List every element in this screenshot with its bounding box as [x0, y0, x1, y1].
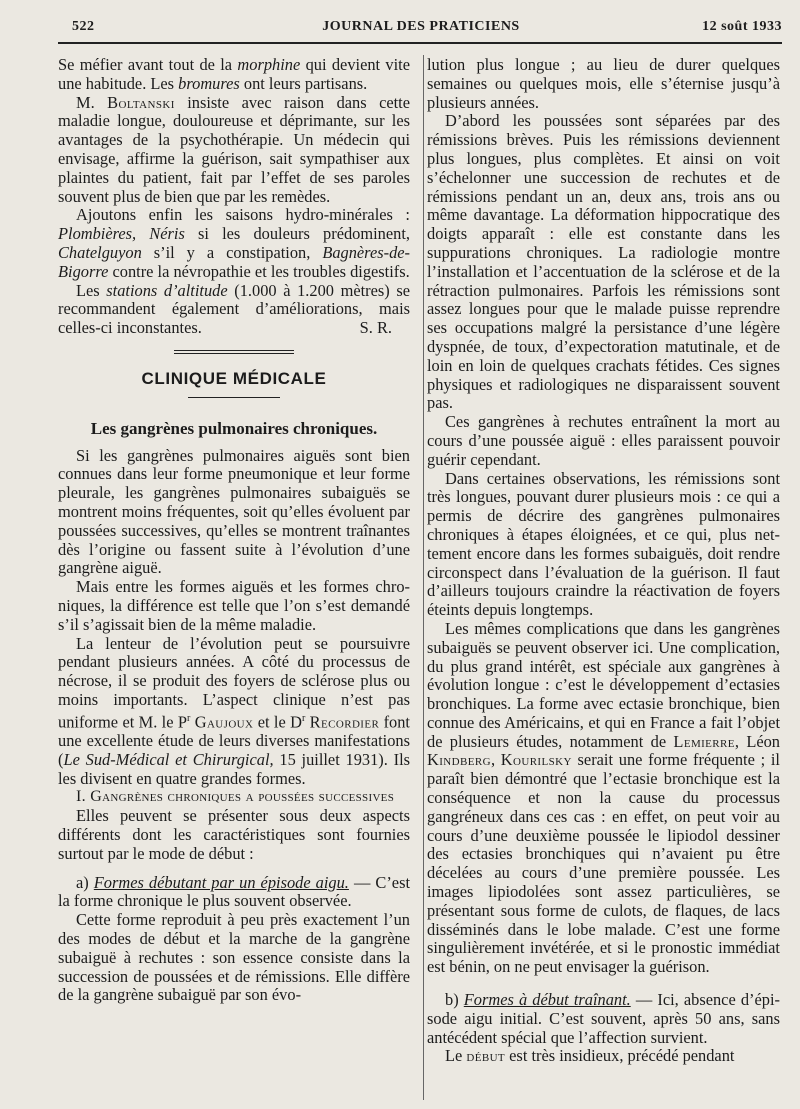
paragraph	[58, 635, 410, 789]
article-title: Les gangrènes pulmonaires chroniques.	[90, 418, 378, 438]
text-run: Se méfier avant tout de la	[58, 55, 238, 74]
text-run: Ajoutons enfin les saisons hydro-minérales :	[76, 205, 410, 225]
author-name: Kourilsky	[500, 750, 572, 770]
right-column	[427, 56, 780, 1066]
section-title: CLINIQUE MÉDICALE	[141, 368, 327, 388]
superscript: r	[187, 712, 191, 724]
text-run: a)	[76, 872, 94, 892]
text-run: Cette forme reproduit à peu près exactement l’un des modes de début et la marche de la gangrène subaiguë à rechutes : son essence consiste dans la succession de poussées et de rémissions. Elle diffère de la gangrène subaiguë par son évo-	[58, 910, 410, 1005]
text-run: 15 juillet 1931). Ils les divisent en quatre grandes formes.	[58, 749, 411, 788]
text-run: contre la névropathie et les troubles digestifs.	[108, 261, 410, 281]
text-run: qui devient vite une habitude. Les	[58, 55, 410, 93]
text-run: M.	[76, 92, 108, 112]
paragraph	[58, 447, 410, 579]
running-header	[60, 19, 782, 41]
text-run: ,	[490, 750, 501, 770]
paragraph	[58, 206, 410, 281]
text-run: La lenteur de l’évolution peut se poursuivre pendant plusieurs années. A côté du processus de nécrose, il se produit des foyers de sclérose plus ou moins importants. L’aspect clinique n’est pas uniforme et M. le P	[58, 633, 410, 732]
italic-run: bromures	[178, 73, 240, 93]
paragraph	[58, 874, 410, 912]
author-name: début	[466, 1046, 506, 1066]
text-run: insiste avec raison dans cette maladie longue, douloureuse et déprimante, sur les avantages de la psychothérapie. Un médecin qui envisage, affirme la guérison, sait sympathiser aux plaintes du patient, fait par l’effet de ses paroles souvent plus de bien que par les remèdes.	[58, 92, 410, 206]
text-run: D’abord les poussées sont séparées par des rémissions brèves. Puis les rémissions deviennent plus longues, plus complètes. Et ainsi on voit s’échelonner une succession de rechutes et de rémissions pendant un an, deux ans, trois ans ou même davantage. La déformation hippocratique des doigts apparaît : elle est constante dans les suppurations chroniques. La radiologie montre l’installation et l’accentuation de la sclérose et de la rétraction pulmonaires. Parfois les rémissions sont assez longues pour que le malade puisse reprendre ses occupations malgré la persistance d’une légère dyspnée, de toux, d’expectoration matutinale, et de loin en loin de quelques crachats fétides. Ces signes physiques et radiologiques ne disparaissent souvent pas.	[427, 111, 780, 413]
text-run: Si les gangrènes pulmonaires aiguës sont bien connues dans leur forme pneumonique et leur forme pleurale, les gangrènes pulmonaires subaiguës se montrent moins fréquentes, soit qu’elles évoluent par poussées successives, qu’elles se montrent traînantes dès l’origine ou fassent suite à l’évolution d’une gangrène aiguë.	[58, 445, 410, 578]
text-run: et le D	[253, 712, 302, 732]
text-run: b)	[445, 990, 464, 1010]
text-run: font une excellente étude de leurs diverses manifestations (	[58, 712, 410, 769]
paragraph	[427, 991, 780, 1047]
paragraph	[427, 413, 780, 469]
italic-run: Plombières, Néris	[58, 224, 185, 244]
signature: S. R.	[359, 318, 392, 338]
text-run: Elles peuvent se présenter sous deux aspects différents dont les caractéristiques sont fournies surtout par le mode de début :	[58, 806, 410, 863]
paragraph	[427, 1047, 780, 1066]
italic-run: Le Sud-Médical et Chirurgical,	[63, 749, 274, 769]
italic-run: Chatelguyon	[58, 242, 142, 262]
header-rule	[58, 42, 782, 44]
italic-run: morphine	[237, 55, 301, 74]
text-run: (1.000 à 1.200 mètres) se recommandent également d’améliorations, mais celles-ci inconstantes.	[58, 280, 410, 338]
italic-run: Bagnères-de-Bigorre	[58, 242, 410, 281]
paragraph	[58, 911, 410, 1005]
superscript: r	[301, 712, 306, 724]
author-name: Recordier	[309, 712, 380, 732]
journal-title: JOURNAL DES PRATICIENS	[322, 19, 520, 34]
text-run: Ces gangrènes à rechutes entraînent la mort au cours d’une poussée aiguë : elles paraissent pouvoir guérir cependant.	[427, 412, 780, 469]
page-number: 522	[72, 19, 95, 34]
paragraph	[58, 807, 410, 863]
issue-date: 12 soût 1933	[702, 19, 782, 34]
author-name: Kindberg	[427, 750, 491, 770]
paragraph	[427, 470, 780, 620]
section-title-underline	[188, 397, 280, 398]
subsection-heading: I. Gangrènes chroniques a poussées successives	[76, 788, 395, 806]
form-heading: Formes à début traînant.	[463, 990, 631, 1010]
text-run: Mais entre les formes aiguës et les formes chroniques, la différence est telle que l’on s’est demandé s’il s’agissait bien de la même maladie.	[58, 577, 410, 634]
author-name: Lemierre	[673, 731, 735, 751]
text-run: s’il y a constipation,	[141, 242, 323, 262]
paragraph	[58, 56, 410, 94]
text-run: si les douleurs prédominent,	[184, 224, 410, 244]
text-run: ont leurs partisans.	[239, 73, 368, 93]
text-run: Dans certaines observations, les rémissions sont très longues, pouvant durer plusieurs mois : ce qui a permis de décrire des gangrènes pulmonaires chroniques à étapes éloignées, et ce qui, plus nettement encore dans les formes subaiguës, doit rendre circonspect dans l’évaluation de la guérison. Il faut d’ailleurs toujours craindre la réactivation de foyers éteints depuis longtemps.	[427, 468, 780, 620]
text-run: Les	[76, 280, 107, 300]
text-run: est très insidieux, précédé pendant	[505, 1046, 735, 1066]
author-name: Gaujoux	[194, 712, 254, 732]
text-run: Le	[445, 1046, 467, 1066]
paragraph	[58, 578, 410, 634]
text-run: Les mêmes complications que dans les gangrènes subaiguës se peuvent observer ici. Une complication, du plus grand intérêt, est spéciale aux gangrènes à évolution longue : c’est le développement d’ectasies bronchiques. La forme avec ectasie bronchique, bien connue des Américains, et qui en France a fait l’objet de plusieurs études, notamment de	[427, 618, 780, 751]
text-run: , Léon	[734, 731, 780, 751]
paragraph	[427, 112, 780, 413]
left-column	[58, 56, 410, 1005]
text-run: serait une forme fréquente ; il paraît bien démontré que l’ectasie bronchique est la conséquence et non la cause du processus gangréneux dans ces cas : en effet, on peut voir au cours d’une deuxième poussée le lipiodol dessiner des ectasies bronchiques qui n’avaient pu être décelées au cours d’une première poussée. Les images lipiodolées sont assez particulières, se présentant sous forme de culots, de flaques, de lacs disséminés dans le lobe malade. C’est une forme singulièrement invétérée, et si le pronostic immédiat est bénin, on ne peut envisager la guérison.	[427, 750, 780, 977]
paragraph	[427, 56, 780, 112]
author-name: Boltanski	[107, 92, 175, 112]
text-run: lution plus longue ; au lieu de durer quelques semaines ou quelques mois, elle s’éternise jusqu’à plusieurs années.	[427, 55, 780, 112]
paragraph	[427, 620, 780, 977]
text-run: — Ici, absence d’épisode aigu initial. C’est souvent, après 50 ans, sans antécédent spécial que l’affection survient.	[427, 990, 780, 1047]
column-divider	[423, 55, 424, 1100]
paragraph	[58, 94, 410, 207]
text-run: — C’est la forme chronique le plus souvent observée.	[58, 872, 411, 911]
section-divider	[174, 350, 294, 354]
italic-run: stations d’altitude	[106, 280, 228, 300]
form-heading: Formes débutant par un épisode aigu.	[93, 872, 349, 892]
spacer	[427, 977, 780, 991]
